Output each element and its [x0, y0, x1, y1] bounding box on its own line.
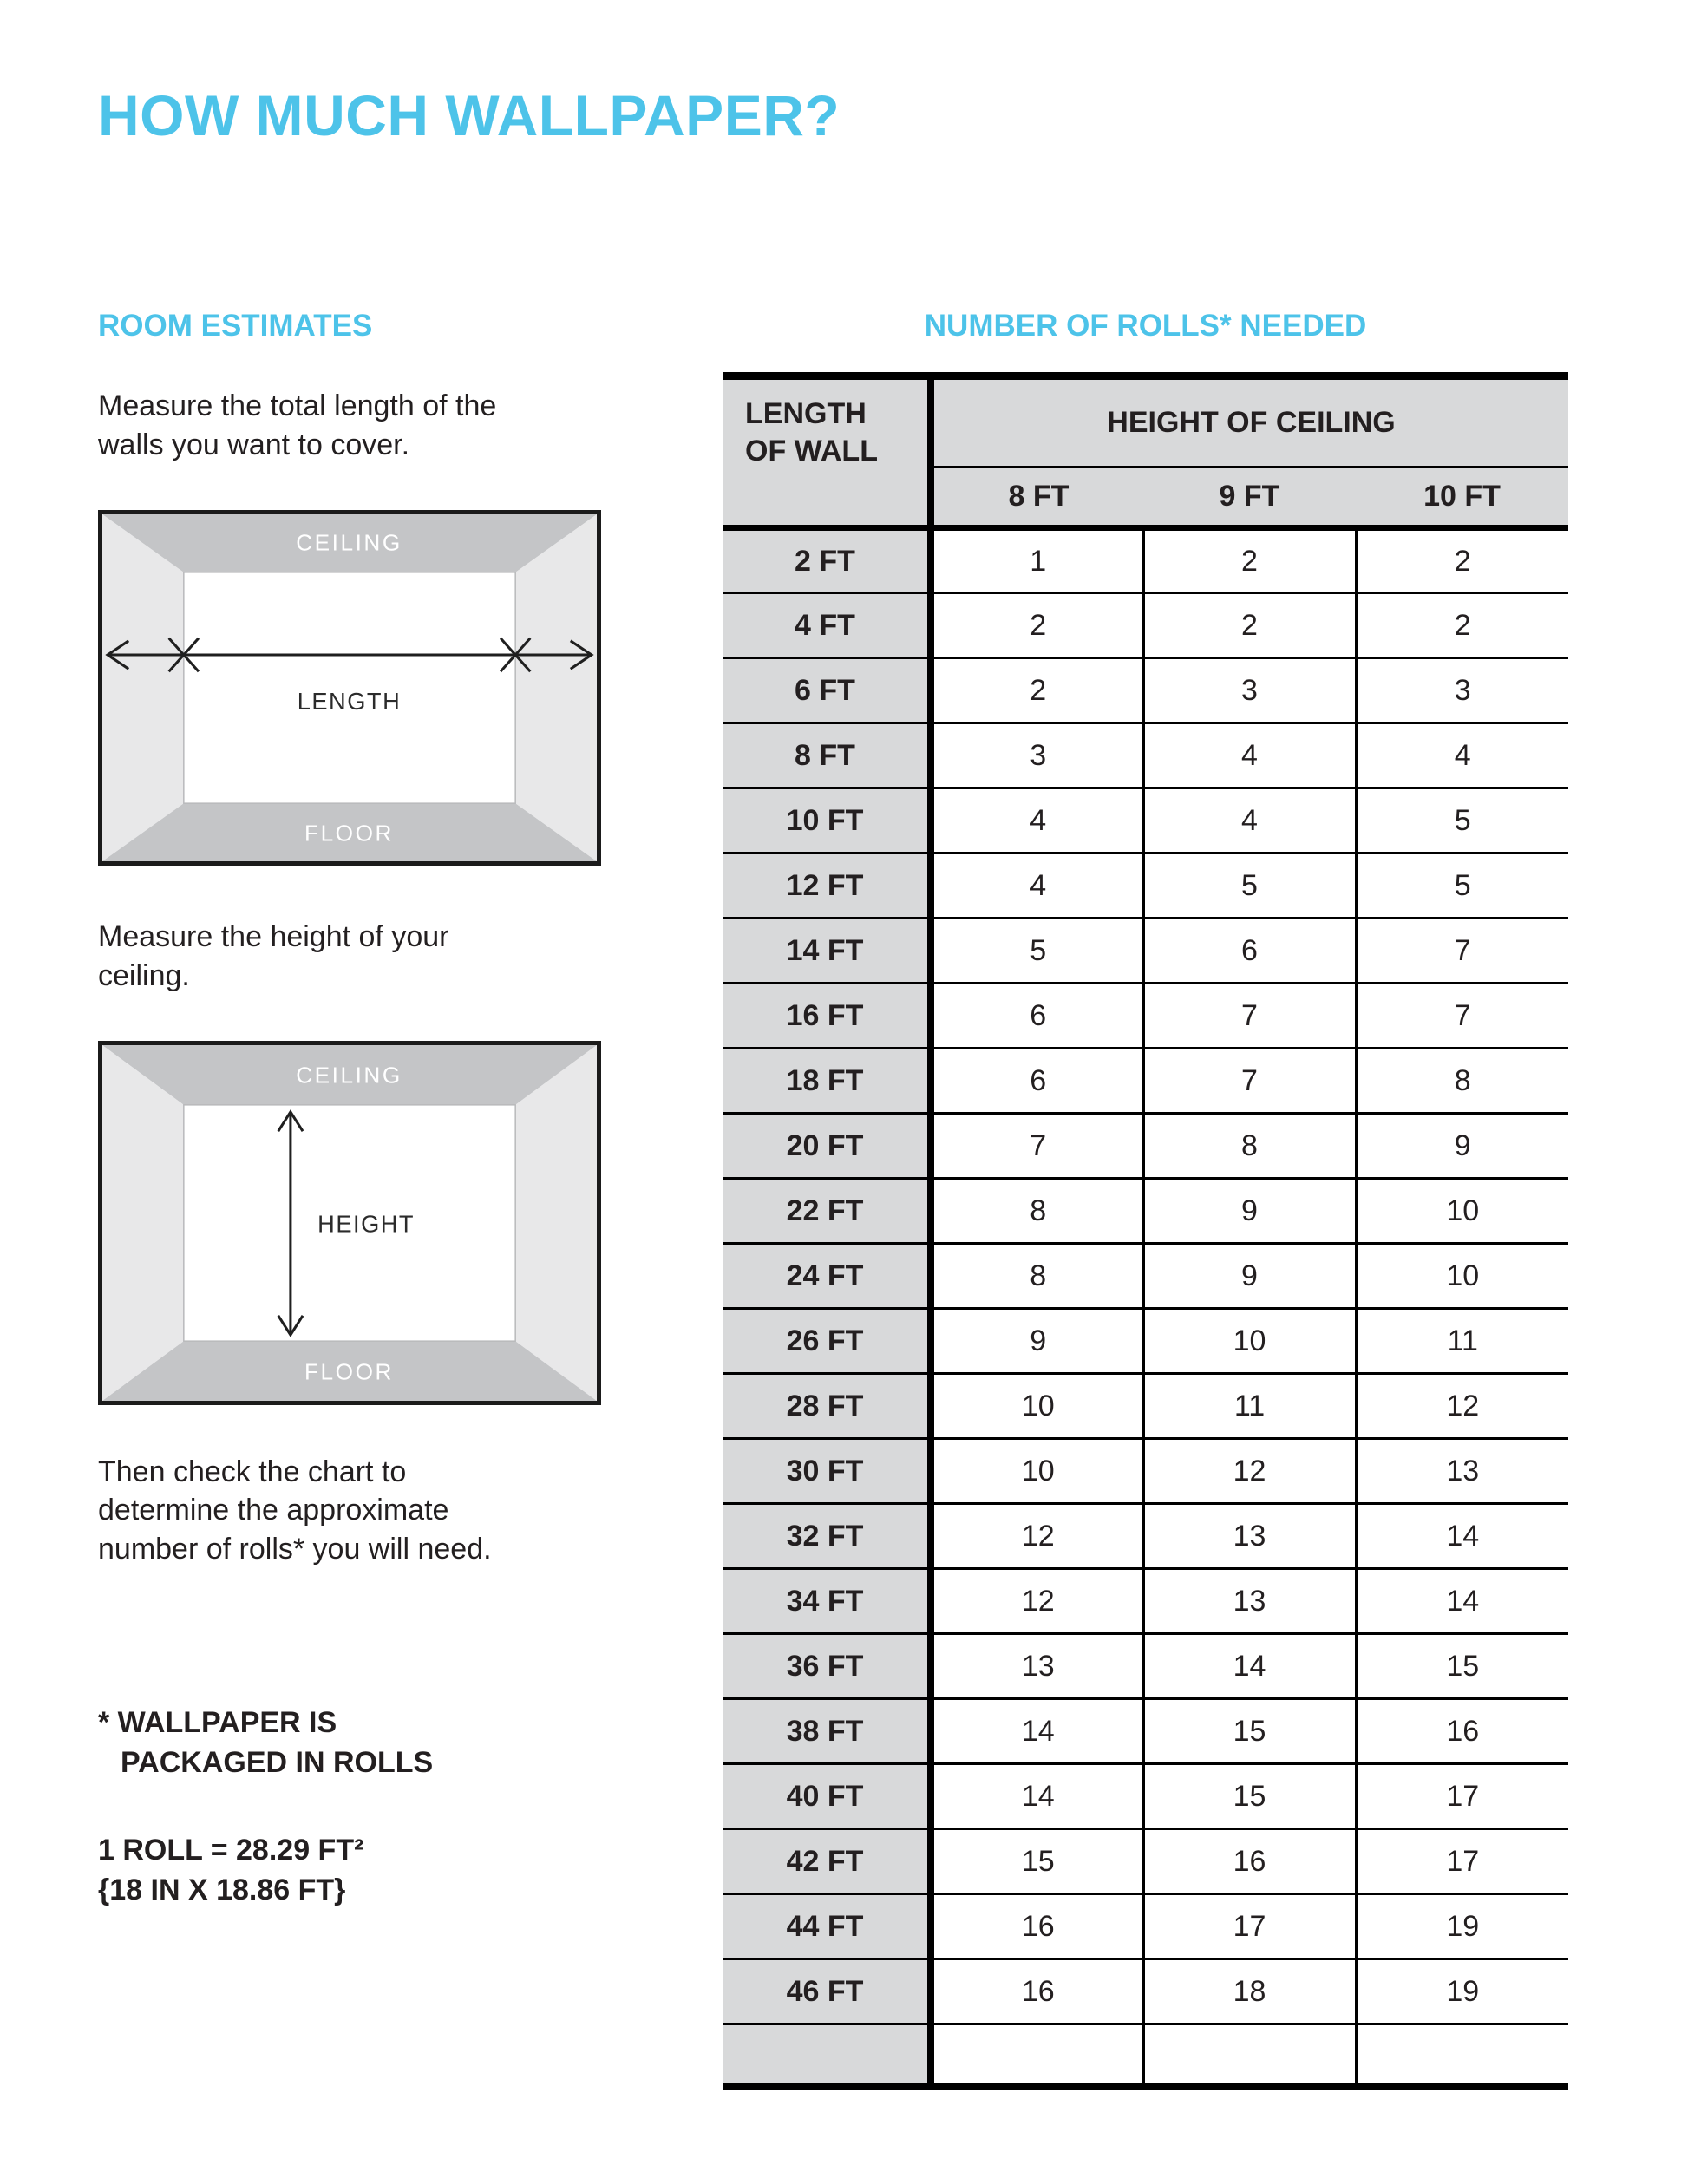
wall-length-cell: 2 FT: [723, 528, 931, 593]
left-wall-panel: [102, 1045, 184, 1401]
measure-length-instruction: Measure the total length of the walls you want to cover.: [98, 389, 497, 461]
table-row: [723, 1959, 1568, 2024]
table-row: [723, 1634, 1568, 1699]
length-label: LENGTH: [297, 687, 402, 715]
wall-length-cell: 24 FT: [723, 1244, 931, 1309]
rolls-cell-8ft: 9: [931, 1309, 1143, 1374]
table-row: [723, 1504, 1568, 1569]
content: [98, 309, 1568, 2090]
right-wall-panel: [515, 1045, 597, 1401]
rolls-cell-9ft: 5: [1143, 853, 1356, 919]
rolls-cell-9ft: 2: [1143, 593, 1356, 658]
rolls-cell-9ft: 3: [1143, 658, 1356, 723]
wall-length-cell: 10 FT: [723, 788, 931, 853]
wall-length-cell: 22 FT: [723, 1179, 931, 1244]
table-row: [723, 1764, 1568, 1829]
rolls-cell-10ft: 9: [1356, 1114, 1568, 1179]
rolls-cell-9ft: 6: [1143, 919, 1356, 984]
rolls-cell-10ft: 16: [1356, 1699, 1568, 1764]
table-row: [723, 788, 1568, 853]
table-row: [723, 528, 1568, 593]
rolls-cell-9ft: 13: [1143, 1504, 1356, 1569]
rolls-table-body: [723, 528, 1568, 2087]
wall-length-cell: 42 FT: [723, 1829, 931, 1894]
wall-length-cell: 46 FT: [723, 1959, 931, 2024]
wall-length-cell: 16 FT: [723, 984, 931, 1049]
table-row: [723, 1179, 1568, 1244]
wall-length-cell: 36 FT: [723, 1634, 931, 1699]
wall-length-cell: 14 FT: [723, 919, 931, 984]
rolls-cell-8ft: 14: [931, 1699, 1143, 1764]
rolls-cell-8ft: 16: [931, 1894, 1143, 1959]
rolls-cell-10ft: 5: [1356, 853, 1568, 919]
wall-length-cell: 30 FT: [723, 1439, 931, 1504]
table-row: [723, 1894, 1568, 1959]
rolls-cell-10ft: 13: [1356, 1439, 1568, 1504]
rolls-cell-9ft: 12: [1143, 1439, 1356, 1504]
roll-dimensions-line: {18 IN X 18.86 FT}: [98, 1873, 346, 1906]
check-chart-instruction: Then check the chart to determine the approximate number of rolls* you will need.: [98, 1455, 492, 1566]
rolls-cell-9ft: 4: [1143, 788, 1356, 853]
height-label: HEIGHT: [317, 1210, 415, 1238]
table-row: [723, 853, 1568, 919]
rolls-cell-9ft: 15: [1143, 1699, 1356, 1764]
wall-length-cell: 34 FT: [723, 1569, 931, 1634]
wall-length-cell: 38 FT: [723, 1699, 931, 1764]
rolls-cell-10ft: 14: [1356, 1504, 1568, 1569]
ceiling-label: CEILING: [296, 1061, 402, 1089]
table-row: [723, 1114, 1568, 1179]
rolls-cell-8ft: 4: [931, 853, 1143, 919]
rolls-cell-9ft: 4: [1143, 723, 1356, 788]
col-header-8ft: 8 FT: [931, 468, 1143, 528]
rolls-cell-8ft: 4: [931, 788, 1143, 853]
col-header-9ft: 9 FT: [1143, 468, 1356, 528]
rolls-cell-8ft: 8: [931, 1244, 1143, 1309]
table-row: [723, 658, 1568, 723]
rolls-cell-10ft: 10: [1356, 1244, 1568, 1309]
rolls-cell-9ft: 9: [1143, 1179, 1356, 1244]
rolls-cell-10ft: [1356, 2024, 1568, 2087]
note-line-2: PACKAGED IN ROLLS: [121, 1746, 434, 1780]
rolls-cell-8ft: 5: [931, 919, 1143, 984]
rolls-cell-8ft: 7: [931, 1114, 1143, 1179]
rolls-cell-9ft: 17: [1143, 1894, 1356, 1959]
rolls-cell-8ft: 12: [931, 1504, 1143, 1569]
rolls-cell-10ft: 2: [1356, 593, 1568, 658]
rolls-cell-10ft: 17: [1356, 1764, 1568, 1829]
height-of-ceiling-header: HEIGHT OF CEILING: [931, 376, 1568, 468]
roll-area-line: 1 ROLL = 28.29 FT²: [98, 1833, 364, 1867]
rolls-cell-10ft: 4: [1356, 723, 1568, 788]
col-header-10ft: 10 FT: [1356, 468, 1568, 528]
rolls-cell-9ft: [1143, 2024, 1356, 2087]
rolls-cell-10ft: 7: [1356, 919, 1568, 984]
wall-length-cell: 28 FT: [723, 1374, 931, 1439]
rolls-table: [723, 372, 1568, 2090]
rolls-cell-8ft: 6: [931, 1049, 1143, 1114]
rolls-cell-10ft: 8: [1356, 1049, 1568, 1114]
wall-length-cell: 4 FT: [723, 593, 931, 658]
measure-height-instruction: Measure the height of your ceiling.: [98, 919, 449, 992]
room-height-svg: [102, 1045, 597, 1401]
length-of-wall-header: LENGTH OF WALL: [723, 376, 931, 528]
rolls-cell-8ft: 16: [931, 1959, 1143, 2024]
rolls-cell-9ft: 7: [1143, 1049, 1356, 1114]
rolls-cell-10ft: 15: [1356, 1634, 1568, 1699]
wall-length-cell: 32 FT: [723, 1504, 931, 1569]
rolls-cell-8ft: 2: [931, 593, 1143, 658]
rolls-cell-8ft: 15: [931, 1829, 1143, 1894]
table-row: [723, 1309, 1568, 1374]
table-row: [723, 984, 1568, 1049]
rolls-cell-8ft: 13: [931, 1634, 1143, 1699]
rolls-cell-8ft: 2: [931, 658, 1143, 723]
note-line-1: * WALLPAPER IS: [98, 1706, 337, 1740]
room-length-diagram: [98, 510, 601, 866]
rolls-cell-8ft: 10: [931, 1374, 1143, 1439]
rolls-cell-9ft: 7: [1143, 984, 1356, 1049]
room-length-svg: [102, 514, 597, 861]
table-row: [723, 1049, 1568, 1114]
table-row: [723, 1699, 1568, 1764]
rolls-cell-9ft: 15: [1143, 1764, 1356, 1829]
page-title: HOW MUCH WALLPAPER?: [98, 83, 841, 147]
table-row: [723, 919, 1568, 984]
rolls-needed-heading: NUMBER OF ROLLS* NEEDED: [924, 309, 1367, 343]
table-row: [723, 1829, 1568, 1894]
wall-length-cell: 20 FT: [723, 1114, 931, 1179]
rolls-cell-8ft: 14: [931, 1764, 1143, 1829]
rolls-cell-10ft: 10: [1356, 1179, 1568, 1244]
table-row: [723, 2024, 1568, 2087]
wall-length-cell: 40 FT: [723, 1764, 931, 1829]
room-estimates-section: [98, 309, 601, 1911]
room-height-diagram: [98, 1041, 601, 1405]
rolls-cell-8ft: 6: [931, 984, 1143, 1049]
rolls-cell-8ft: [931, 2024, 1143, 2087]
rolls-cell-9ft: 9: [1143, 1244, 1356, 1309]
left-wall-panel: [102, 514, 184, 861]
rolls-packaging-note: [98, 1703, 601, 1783]
rolls-chart-section: [723, 309, 1568, 2090]
floor-label: FLOOR: [304, 820, 394, 847]
table-row: [723, 1244, 1568, 1309]
rolls-cell-10ft: 3: [1356, 658, 1568, 723]
rolls-cell-9ft: 8: [1143, 1114, 1356, 1179]
room-estimates-heading: ROOM ESTIMATES: [98, 309, 373, 343]
rolls-cell-9ft: 10: [1143, 1309, 1356, 1374]
rolls-cell-9ft: 11: [1143, 1374, 1356, 1439]
rolls-cell-10ft: 12: [1356, 1374, 1568, 1439]
wall-length-cell: 26 FT: [723, 1309, 931, 1374]
rolls-cell-10ft: 17: [1356, 1829, 1568, 1894]
rolls-cell-8ft: 3: [931, 723, 1143, 788]
rolls-cell-9ft: 14: [1143, 1634, 1356, 1699]
table-row: [723, 1374, 1568, 1439]
wall-length-cell: 12 FT: [723, 853, 931, 919]
rolls-cell-8ft: 8: [931, 1179, 1143, 1244]
rolls-cell-8ft: 12: [931, 1569, 1143, 1634]
ceiling-label: CEILING: [296, 529, 402, 556]
table-row: [723, 1439, 1568, 1504]
table-row: [723, 723, 1568, 788]
wall-length-cell: [723, 2024, 931, 2087]
wall-length-cell: 8 FT: [723, 723, 931, 788]
wall-length-cell: 6 FT: [723, 658, 931, 723]
table-row: [723, 1569, 1568, 1634]
floor-label: FLOOR: [304, 1358, 394, 1385]
rolls-cell-10ft: 14: [1356, 1569, 1568, 1634]
rolls-cell-8ft: 1: [931, 528, 1143, 593]
right-wall-panel: [515, 514, 597, 861]
rolls-cell-10ft: 11: [1356, 1309, 1568, 1374]
rolls-cell-9ft: 2: [1143, 528, 1356, 593]
rolls-cell-9ft: 13: [1143, 1569, 1356, 1634]
wall-length-cell: 18 FT: [723, 1049, 931, 1114]
rolls-cell-8ft: 10: [931, 1439, 1143, 1504]
roll-size-info: [98, 1831, 601, 1911]
rolls-cell-10ft: 19: [1356, 1959, 1568, 2024]
rolls-cell-10ft: 2: [1356, 528, 1568, 593]
rolls-cell-10ft: 5: [1356, 788, 1568, 853]
rolls-cell-9ft: 18: [1143, 1959, 1356, 2024]
table-row: [723, 593, 1568, 658]
wall-length-cell: 44 FT: [723, 1894, 931, 1959]
rolls-cell-10ft: 7: [1356, 984, 1568, 1049]
rolls-cell-10ft: 19: [1356, 1894, 1568, 1959]
rolls-cell-9ft: 16: [1143, 1829, 1356, 1894]
